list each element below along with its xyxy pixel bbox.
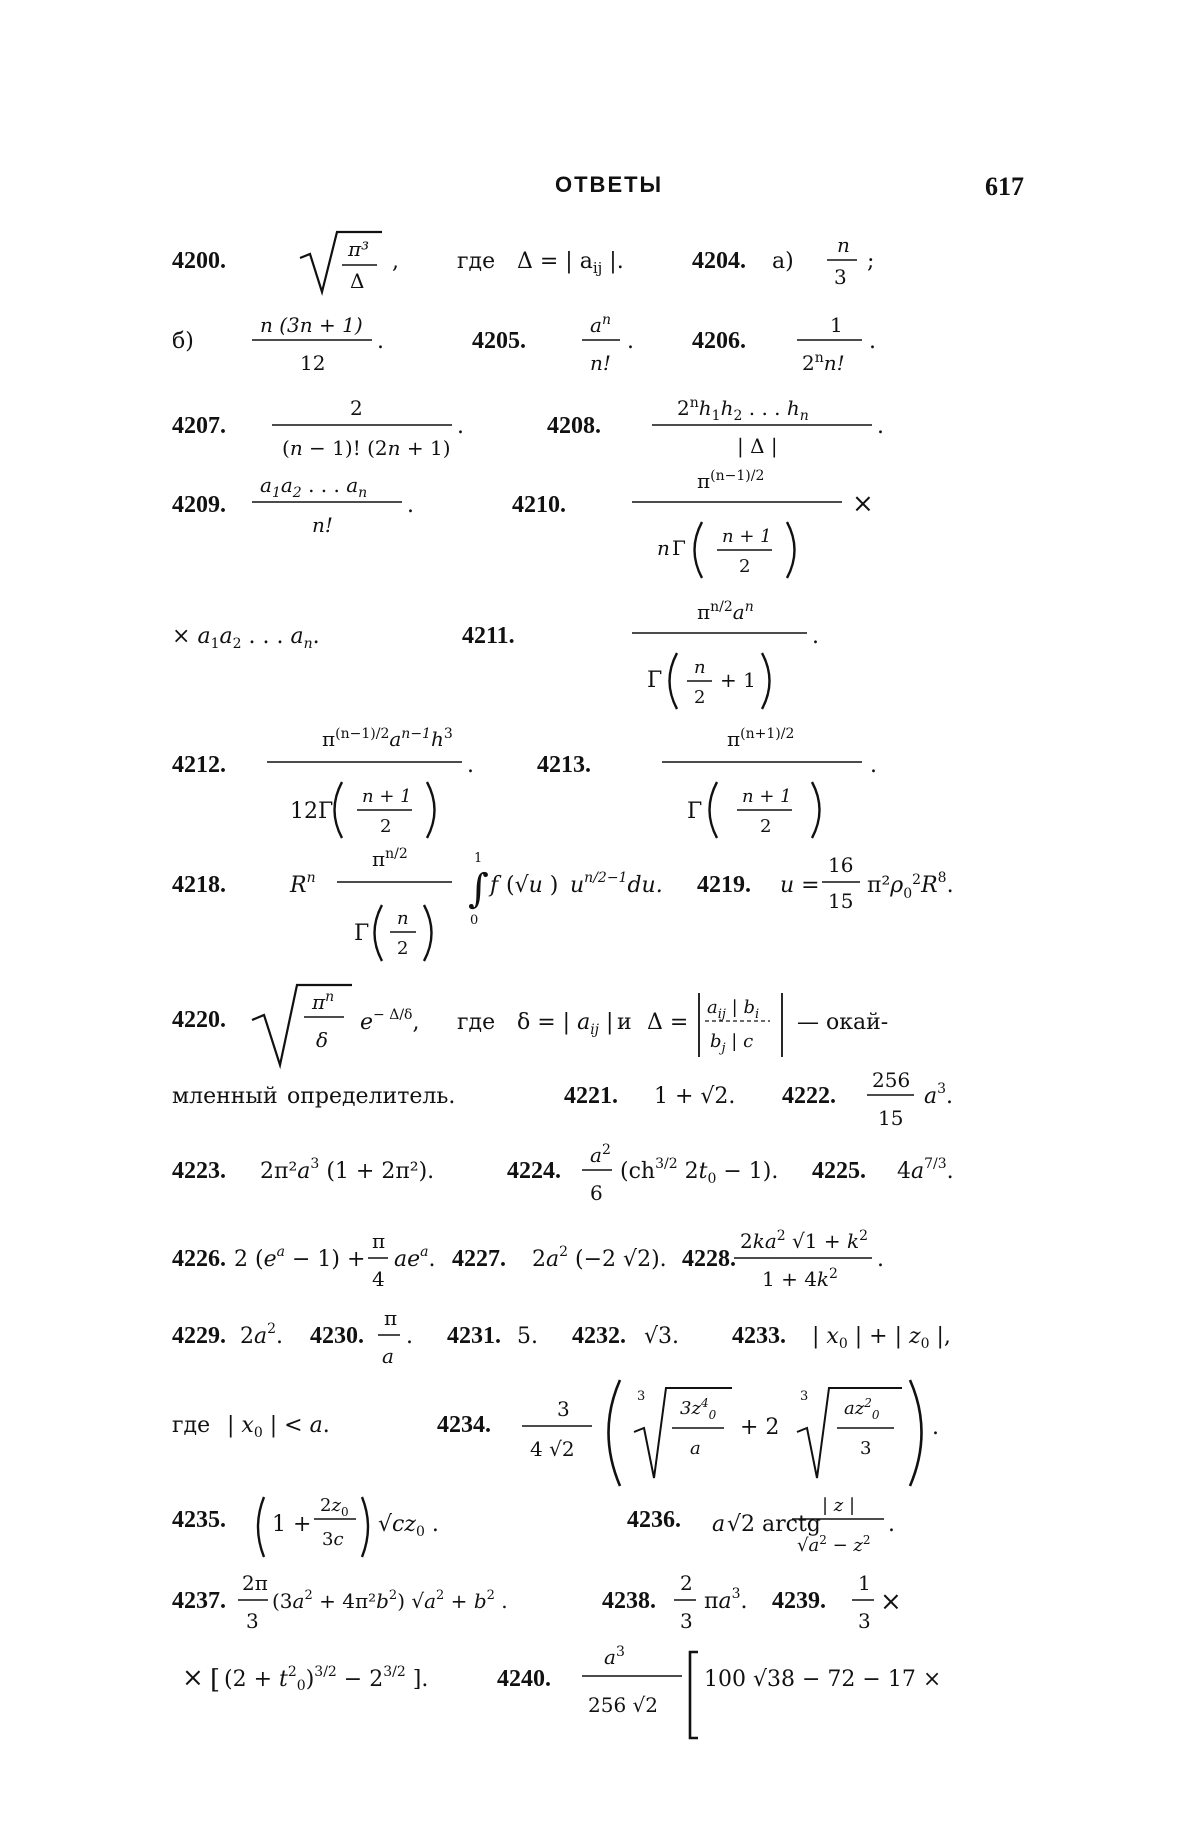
svg-text:Δ: Δ [350,269,365,293]
svg-text:| z |: | z | [822,1495,856,1516]
svg-text:12: 12 [300,351,326,375]
svg-text:15: 15 [878,1106,904,1130]
svg-text:n: n [397,908,409,929]
svg-text:.: . [869,329,876,354]
answer-4238-number: 4238. [602,1588,656,1614]
svg-text:256: 256 [872,1068,911,1092]
svg-text:2 (ea − 1) +: 2 $(e^a - 1)$ + [234,1244,366,1272]
answer-4200-delta-def: Δ = | $a_{ij}$ |. [517,249,624,277]
svg-text:n + 1: n + 1 [722,526,772,547]
svg-text:.: . [877,1247,884,1272]
svg-text:(ch3/2 2t0 − 1).: ($ch^{3/2}$ $2t_0 - 1$). [620,1156,779,1187]
svg-text:100 √38 − 72 − 17 ×: 100 √38 − 72 − 17 × [704,1667,942,1692]
svg-text:a1a2 . . . an: $a_1a_2$ . . . $a_n$ [260,473,368,501]
svg-text:π(n−1)/2: $\pi^{(n-1)/2}$ [697,468,765,493]
svg-text:2π: 2π [242,1571,268,1595]
answer-4205-number: 4205. [472,328,526,354]
word-okaim: — окай- [797,1010,889,1035]
answer-4218-number: 4218. [172,872,226,898]
svg-text:+ 1: + 1 [720,668,756,692]
answer-4225-number: 4225. [812,1158,866,1184]
answers-line-4 [172,460,1052,577]
answer-4211-number: 4211. [462,623,515,649]
answer-4235-number: 4235. [172,1507,226,1533]
svg-text:3: 3 [637,1389,646,1404]
word-mlenny: мленный [172,1084,278,1109]
answer-4232-number: 4232. [572,1323,626,1349]
answer-4229-number: 4229. [172,1323,226,1349]
svg-text:2a2.: $2a^2$. [240,1321,284,1349]
svg-text:256 √2: 256 √2 [588,1693,658,1717]
word-gde-3: где [172,1413,211,1438]
svg-text:2: 2 [350,396,363,420]
svg-text:δ = | aij |: δ = | $a_{ij}$ | [517,1010,614,1038]
svg-text:.: . [407,493,414,518]
svg-text:1 + √2.: 1 + √2. [654,1084,736,1109]
answer-4230-number: 4230. [310,1323,364,1349]
svg-text:πa3.: $\pi a^3$. [704,1586,748,1614]
svg-text:;: ; [867,249,875,274]
svg-text:a: a [712,1512,726,1537]
line-5-formulas [172,595,1052,715]
svg-text:× a1a2 . . . an.: × $a_1a_2$ . . . $a_n$. [172,624,320,652]
svg-text:3: 3 [834,265,847,289]
svg-text:n: n [694,657,706,678]
answer-4221-number: 4221. [564,1083,618,1109]
svg-text:n: n [657,536,670,560]
svg-text:| x0 | < a.: | $x_0$ | < a. [227,1413,330,1441]
svg-text:a: a [690,1438,701,1459]
answer-4228-number: 4228. [682,1246,736,1272]
svg-text:15: 15 [828,889,854,913]
svg-text:π(n+1)/2: $\pi^{(n+1)/2}$ [727,726,795,751]
svg-text:[: [ [210,1665,221,1695]
word-opred: определитель. [287,1084,456,1109]
answer-4231-number: 4231. [447,1323,501,1349]
svg-text:3c: 3c [322,1529,344,1550]
svg-text:.: . [457,414,464,439]
answers-line-6 [172,720,1052,837]
line-7-formulas [172,840,1052,980]
svg-text:3: 3 [800,1389,809,1404]
svg-text:Γ: Γ [687,799,703,824]
answer-4234-number: 4234. [437,1412,491,1438]
svg-text:az20: $az^2_0$ [844,1396,880,1422]
svg-text:1 + 4k2: $1 + 4k^2$ [762,1266,838,1291]
svg-text:2: 2 [760,816,772,837]
answers-line-5 [172,595,1052,708]
answer-4237-number: 4237. [172,1588,226,1614]
svg-text:an: $a^n$ [590,312,611,337]
svg-text:(n − 1)! (2n + 1): (n − 1)! (2n + 1) [282,436,451,460]
svg-text:×: × [852,489,874,519]
svg-text:2nh1h2 . . . hn: $2^nh_1h_2$ . . . $h_n$ [677,395,809,424]
svg-text:.: . [377,329,384,354]
svg-text:2: 2 [694,687,706,708]
svg-text:| Δ |: | Δ | [737,434,778,458]
svg-text:3: 3 [860,1438,872,1459]
line-2-formulas [172,300,1052,380]
svg-text:3: 3 [680,1609,693,1633]
svg-text:1: 1 [474,851,483,866]
svg-text:n: n [837,233,850,257]
svg-text:4a7/3.: $4a^{7/3}$. [897,1156,954,1184]
svg-text:Δ =: Δ = [647,1010,689,1035]
svg-text:Γ: Γ [354,921,370,946]
svg-text:πn/2an: $\pi^{n/2}a^n$ [697,599,754,624]
svg-text:0: 0 [470,913,479,928]
answer-4200-sqrt-sign [300,232,382,292]
svg-text:δ: δ [316,1028,329,1052]
answer-4226-number: 4226. [172,1246,226,1272]
svg-text:(√u ): (√u ) [506,873,559,898]
svg-text:4: 4 [372,1267,385,1291]
svg-text:un/2−1du.: $u^{n/2-1}du$. [570,870,663,898]
svg-text:2: 2 [397,938,409,959]
answers-line-13 [172,1370,1052,1470]
svg-text:.: . [932,1415,939,1440]
svg-text:.: . [627,329,634,354]
svg-text:aea.: $ae^a$. [394,1244,436,1272]
svg-text:2a2 (−2 √2).: $2a^2$ (−2 √2). [532,1244,667,1272]
svg-text:1: 1 [858,1571,871,1595]
svg-text:∫: ∫ [468,866,489,912]
svg-text:Γ: Γ [647,668,663,693]
svg-text:2ka2 √1 + k2: $2ka^2$ $√1 + k^2$ [740,1228,869,1253]
answer-4200-number: 4200. [172,248,226,274]
answer-4212-number: 4212. [172,752,226,778]
svg-text:,: , [392,249,399,274]
svg-text:6: 6 [590,1181,603,1205]
svg-text:aij | bi: $a_{ij}$ | $b_i$ [707,997,760,1022]
answer-4220-sqrt-sign [252,985,352,1065]
word-arctg: arctg [762,1512,821,1537]
svg-text:2: 2 [739,556,751,577]
answer-4223-number: 4223. [172,1158,226,1184]
line-15-formulas [172,1560,1052,1650]
svg-text:√a2 − z2: $√a^2 - z^2$ [797,1533,871,1556]
svg-text:u =: u = [780,873,820,898]
line-3-formulas [172,385,1052,465]
svg-text:2: 2 [380,816,392,837]
svg-text:1 +: 1 + [272,1512,312,1537]
answer-4233-number: 4233. [732,1323,786,1349]
word-gde-2: где [457,1010,496,1035]
svg-text:.: . [877,414,884,439]
svg-text:π²ρ02R8.: $\pi^2\rho_0^2R^8$. [867,870,954,902]
svg-text:.: . [870,753,877,778]
svg-text:3: 3 [858,1609,871,1633]
svg-text:.: . [406,1324,413,1349]
svg-text:+ 2: + 2 [740,1415,780,1440]
svg-text:3: 3 [246,1609,259,1633]
line-4-formulas [172,460,1052,590]
svg-text:.: . [888,1512,895,1537]
svg-text:.: . [812,624,819,649]
answer-4220-number: 4220. [172,1007,226,1033]
svg-text:a3.: $a^3$. [924,1081,954,1109]
svg-text:π: π [384,1306,398,1330]
svg-text:a: a [382,1344,394,1368]
running-header-title: ОТВЕТЫ [555,172,664,197]
svg-text:a2: $a^2$ [590,1142,611,1167]
svg-text:×: × [182,1663,204,1693]
svg-text:n + 1: n + 1 [742,786,792,807]
svg-text:Γ: Γ [672,536,686,560]
svg-text:√2: √2 [727,1512,756,1537]
svg-text:4 √2: 4 √2 [530,1437,575,1461]
line-10-formulas [172,1130,1052,1220]
answer-4236-number: 4236. [627,1507,681,1533]
svg-text:3: 3 [557,1397,570,1421]
answer-4207-number: 4207. [172,413,226,439]
answer-4209-number: 4209. [172,492,226,518]
line-12-formulas [172,1295,1052,1375]
answer-4239-number: 4239. [772,1588,826,1614]
line-16-formulas [172,1638,1052,1748]
answer-4240-number: 4240. [497,1666,551,1692]
label-b: б) [172,329,194,354]
svg-text:2: 2 [680,1571,693,1595]
svg-text:2π²a3 (1 + 2π²).: $2\pi^2a^3$ (1 + 2π²). [260,1156,435,1184]
svg-text:π: π [372,1229,386,1253]
svg-text:| x0 | + | z0 |,: | $x_0$ | + | $z_0$ |, [812,1324,951,1352]
svg-text:a3: $a^3$ [604,1644,625,1669]
answer-4208-number: 4208. [547,413,601,439]
svg-text:πn: $\pi^n$ [312,989,335,1014]
answers-line-10 [172,1130,1052,1230]
svg-text:5.: 5. [517,1324,538,1349]
svg-text:√3.: √3. [644,1324,680,1349]
answer-4224-number: 4224. [507,1158,561,1184]
svg-text:(3a2 + 4π²b2) √a2 + b2 .: $(3a^2 + 4\pi^2b^2) √a^2 + b^2$ . [272,1588,508,1613]
svg-text:√cz0 .: $√cz_0$ . [378,1512,439,1540]
answers-line-16 [172,1638,1052,1738]
svg-text:n!: n! [312,513,333,537]
svg-text:e− Δ/δ,: $e^{- \Delta/\delta}$, [360,1007,420,1035]
svg-text:2nn!: 2$^n$n! [802,350,845,375]
svg-text:π³: π³ [348,237,370,261]
answer-4210-number: 4210. [512,492,566,518]
answer-4213-number: 4213. [537,752,591,778]
svg-text:πn/2: $\pi^{n/2}$ [372,846,408,871]
svg-text:12Γ: 12Γ [290,799,334,824]
label-a: а) [772,249,794,274]
svg-text:.: . [467,753,474,778]
answer-4222-number: 4222. [782,1083,836,1109]
word-i: и [617,1010,632,1035]
word-gde: где [457,249,496,274]
line-1-formulas [172,220,1052,310]
svg-text:n + 1: n + 1 [362,786,412,807]
svg-text:Rn: $R^n$ [290,870,316,898]
svg-text:n (3n + 1): n (3n + 1) [260,313,363,337]
svg-text:16: 16 [828,853,854,877]
answer-4219-number: 4219. [697,872,751,898]
answers-line-7 [172,840,1052,959]
svg-text:n!: n! [590,351,611,375]
answer-4206-number: 4206. [692,328,746,354]
svg-text:1: 1 [830,313,843,337]
svg-text:(2 + t20)3/2 − 23/2 ].: $(2 + t^2_0)^{3/2} - 2^{3/2}$ ]. [224,1664,429,1694]
svg-text:π(n−1)/2an−1h3: $\pi^{(n-1)/2}a^{n-1}h^3$ [322,726,453,751]
answer-4227-number: 4227. [452,1246,506,1272]
page-number: 617 [985,172,1024,201]
answer-4204-number: 4204. [692,248,746,274]
svg-text:2z0: $2z_0$ [320,1495,349,1519]
svg-text:3z40: $3z^4_0$ [680,1396,717,1422]
svg-text:×: × [880,1587,902,1617]
svg-text:f: f [490,873,499,898]
line-6-formulas [172,720,1052,850]
svg-text:bj | c: $b_j$ | c [710,1031,754,1056]
